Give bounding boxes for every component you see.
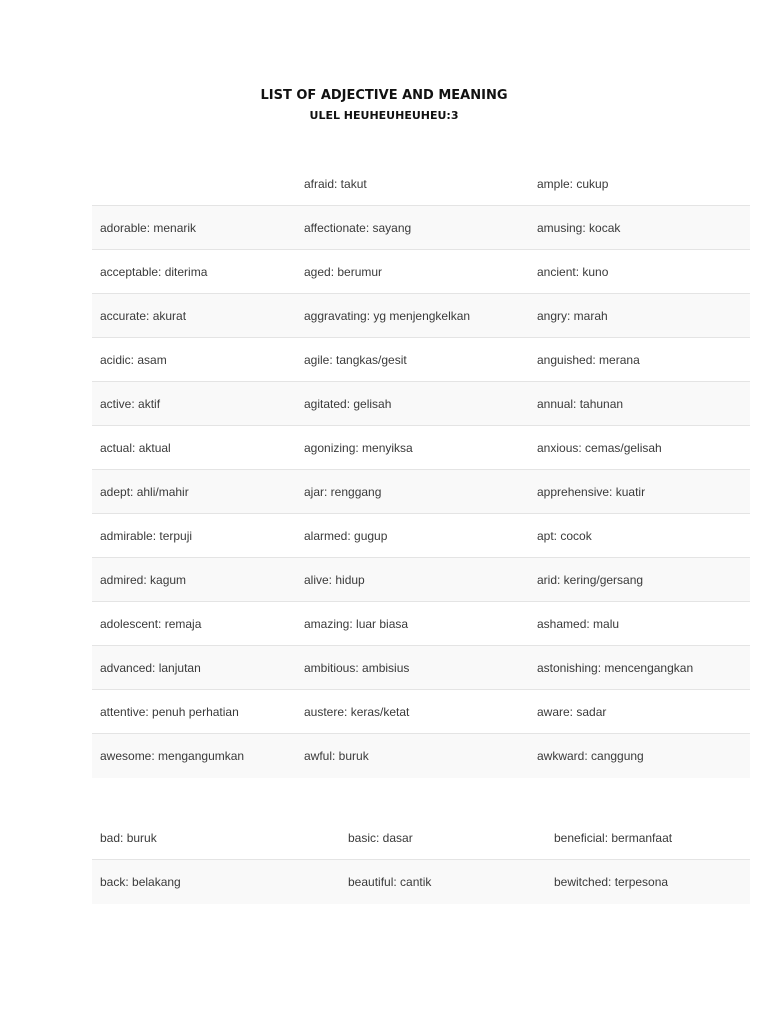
table-cell: attentive: penuh perhatian <box>100 705 239 719</box>
table-row <box>92 646 750 690</box>
table-row <box>92 690 750 734</box>
table-cell: alive: hidup <box>304 573 365 587</box>
table-cell: anguished: merana <box>537 353 640 367</box>
table-row <box>92 558 750 602</box>
table-row <box>92 426 750 470</box>
table-cell: arid: kering/gersang <box>537 573 644 587</box>
table-cell: agonizing: menyiksa <box>304 441 413 455</box>
table-cell: adolescent: remaja <box>100 617 202 631</box>
table-cell: aware: sadar <box>537 705 607 719</box>
table-cell: ambitious: ambisius <box>304 661 410 675</box>
table-cell: basic: dasar <box>348 831 413 845</box>
table-cell: admirable: terpuji <box>100 529 193 543</box>
table-cell: admired: kagum <box>100 573 187 587</box>
document-subtitle: ULEL HEUHEUHEUHEU:3 <box>309 109 459 122</box>
table-cell: advanced: lanjutan <box>100 661 201 675</box>
table-cell: adorable: menarik <box>100 221 197 235</box>
table-cell: aggravating: yg menjengkelkan <box>304 309 471 323</box>
table-cell: aged: berumur <box>304 265 383 279</box>
table-row <box>92 514 750 558</box>
table-row <box>92 162 750 206</box>
table-cell: bewitched: terpesona <box>554 875 669 889</box>
table-cell: agile: tangkas/gesit <box>304 353 407 367</box>
table-cell: alarmed: gugup <box>304 529 388 543</box>
table-cell: awkward: canggung <box>537 749 644 763</box>
table-cell: ancient: kuno <box>537 265 609 279</box>
table-cell: back: belakang <box>100 875 181 889</box>
adjective-table-a <box>92 162 750 778</box>
table-cell: bad: buruk <box>100 831 157 845</box>
table-cell: amazing: luar biasa <box>304 617 409 631</box>
table-cell: accurate: akurat <box>100 309 187 323</box>
table-cell: amusing: kocak <box>537 221 621 235</box>
table-cell: annual: tahunan <box>537 397 624 411</box>
table-row <box>92 338 750 382</box>
table-row <box>92 382 750 426</box>
table-cell: afraid: takut <box>304 177 367 191</box>
table-cell: ample: cukup <box>537 177 609 191</box>
table-row <box>92 206 750 250</box>
table-cell: acidic: asam <box>100 353 167 367</box>
table-cell: beneficial: bermanfaat <box>554 831 673 845</box>
table-cell: apt: cocok <box>537 529 592 543</box>
table-row <box>92 816 750 860</box>
table-cell: austere: keras/ketat <box>304 705 410 719</box>
table-cell: beautiful: cantik <box>348 875 432 889</box>
table-cell: adept: ahli/mahir <box>100 485 189 499</box>
table-cell: awesome: mengangumkan <box>100 749 245 763</box>
table-cell: apprehensive: kuatir <box>537 485 646 499</box>
table-row <box>92 734 750 778</box>
table-row <box>92 294 750 338</box>
table-cell: angry: marah <box>537 309 608 323</box>
table-cell: affectionate: sayang <box>304 221 412 235</box>
table-cell: active: aktif <box>100 397 161 411</box>
table-cell: acceptable: diterima <box>100 265 208 279</box>
table-cell: ajar: renggang <box>304 485 382 499</box>
adjective-table-b <box>92 816 750 904</box>
table-row <box>92 860 750 904</box>
table-cell: anxious: cemas/gelisah <box>537 441 662 455</box>
table-cell: awful: buruk <box>304 749 369 763</box>
table-cell: ashamed: malu <box>537 617 620 631</box>
document-title: LIST OF ADJECTIVE AND MEANING <box>260 88 508 103</box>
table-row <box>92 470 750 514</box>
table-cell: agitated: gelisah <box>304 397 392 411</box>
table-cell: actual: aktual <box>100 441 171 455</box>
table-row <box>92 602 750 646</box>
table-row <box>92 250 750 294</box>
table-cell: astonishing: mencengangkan <box>537 661 694 675</box>
